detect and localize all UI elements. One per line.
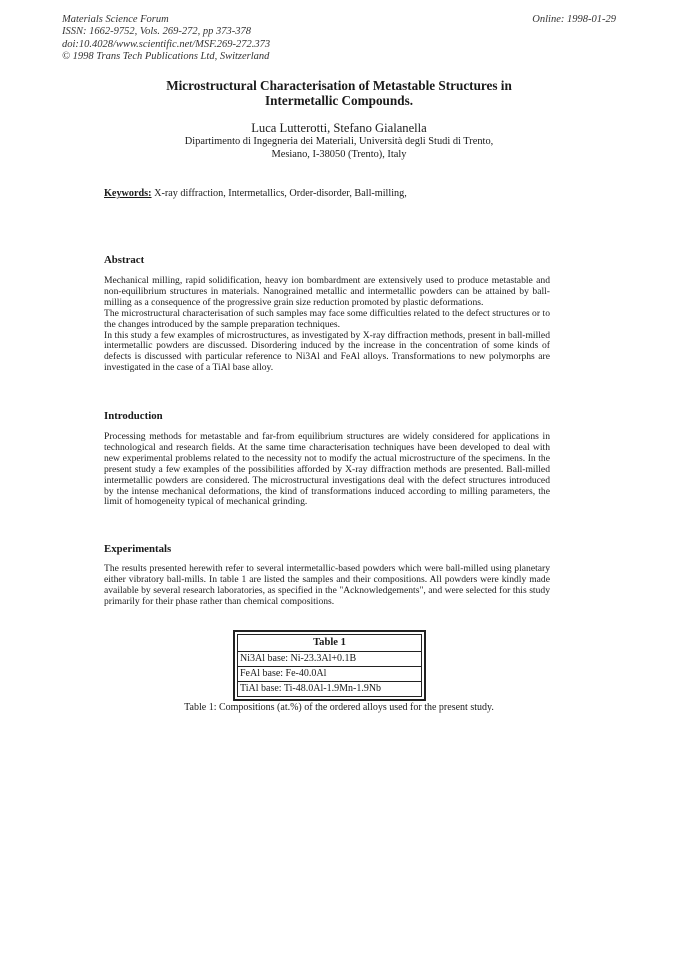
online-date: Online: 1998-01-29 [532,14,616,25]
introduction-body [104,432,550,508]
doi-line: doi:10.4028/www.scientific.net/MSF.269-272.373 [62,38,271,50]
abstract-body [104,276,550,374]
table-row: FeAl base: Fe-40.0Al [238,666,421,681]
keywords-label: Keywords: [104,188,152,199]
journal-name: Materials Science Forum [62,14,169,25]
affiliation [100,136,578,161]
title-line-2: Intermetallic Compounds. [265,93,413,109]
table-title: Table 1 [238,635,421,652]
experimentals-heading: Experimentals [104,543,172,555]
copyright-line: © 1998 Trans Tech Publications Ltd, Switzerland [62,51,270,63]
title-line-1: Microstructural Characterisation of Metastable Structures in [166,78,512,93]
experimentals-paragraph: The results presented herewith refer to several intermetallic-based powders which were ball-milled using planetary either vibratory ball-mills. In table 1 are listed the samples and their compositions. All powders were kindly made available by several research laboratories, as specified in the "Acknowledgements", and were selected for this study primarily for their phase rather than chemical compositions. [104,563,550,607]
keywords [104,188,407,199]
affiliation-line-2: Mesiano, I-38050 (Trento), Italy [271,148,407,160]
abstract-paragraph-2: The microstructural characterisation of such samples may face some difficulties related to the defect structures or to the changes introduced by the sample preparation techniques. [104,307,550,330]
abstract-heading: Abstract [104,254,145,266]
table-caption: Table 1: Compositions (at.%) of the ordered alloys used for the present study. [184,702,494,713]
authors: Luca Lutterotti, Stefano Gialanella [251,121,427,135]
introduction-heading: Introduction [104,410,163,422]
table-row: Ni3Al base: Ni-23.3Al+0.1B [240,653,357,664]
abstract-paragraph-3: In this study a few examples of microstructures, as investigated by X-ray diffraction methods, present in ball-milled intermetallic powders are discussed. Disordering induced by the increase in the concentration of some kinds of defects is discussed with particular reference to Ni3Al and FeAl alloys. Transformations to new polymorphs are investigated in the case of a TiAl base alloy. [104,329,550,374]
journal-header [62,14,270,64]
paper-title [100,78,578,109]
composition-table [233,630,426,701]
issn-line: ISSN: 1662-9752, Vols. 269-272, pp 373-378 [62,26,251,38]
experimentals-body [104,564,550,608]
table-row: TiAl base: Ti-48.0Al-1.9Mn-1.9Nb [238,681,421,696]
affiliation-line-1: Dipartimento di Ingegneria dei Materiali, Università degli Studi di Trento, [184,136,494,147]
keywords-text: X-ray diffraction, Intermetallics, Order-disorder, Ball-milling, [154,188,407,199]
table-inner-frame [237,634,422,697]
abstract-paragraph-1: Mechanical milling, rapid solidification, heavy ion bombardment are extensively used to produce metastable and non-equilibrium structures in materials. Nanograined metallic and intermetallic powders can be attained by ball-milling as a consequence of the progressive grain size reduction promoted by plastic deformations. [104,275,550,308]
introduction-paragraph: Processing methods for metastable and far-from equilibrium structures are widely considered for applications in technological and research fields. At the same time characterisation techniques have been developed to deal with new experimental problems related to the necessity not to modify the actual microstructure of the specimens. In the present study a few examples of the possibilities afforded by X-ray diffraction methods are presented. Ball-milled intermetallic powders are considered. The microstructural investigations deal with the defect structures introduced by the intense mechanical deformations, the kind of transformations induced according to milling parameters, the limit of homogeneity typical of mechanical grinding. [104,431,550,508]
